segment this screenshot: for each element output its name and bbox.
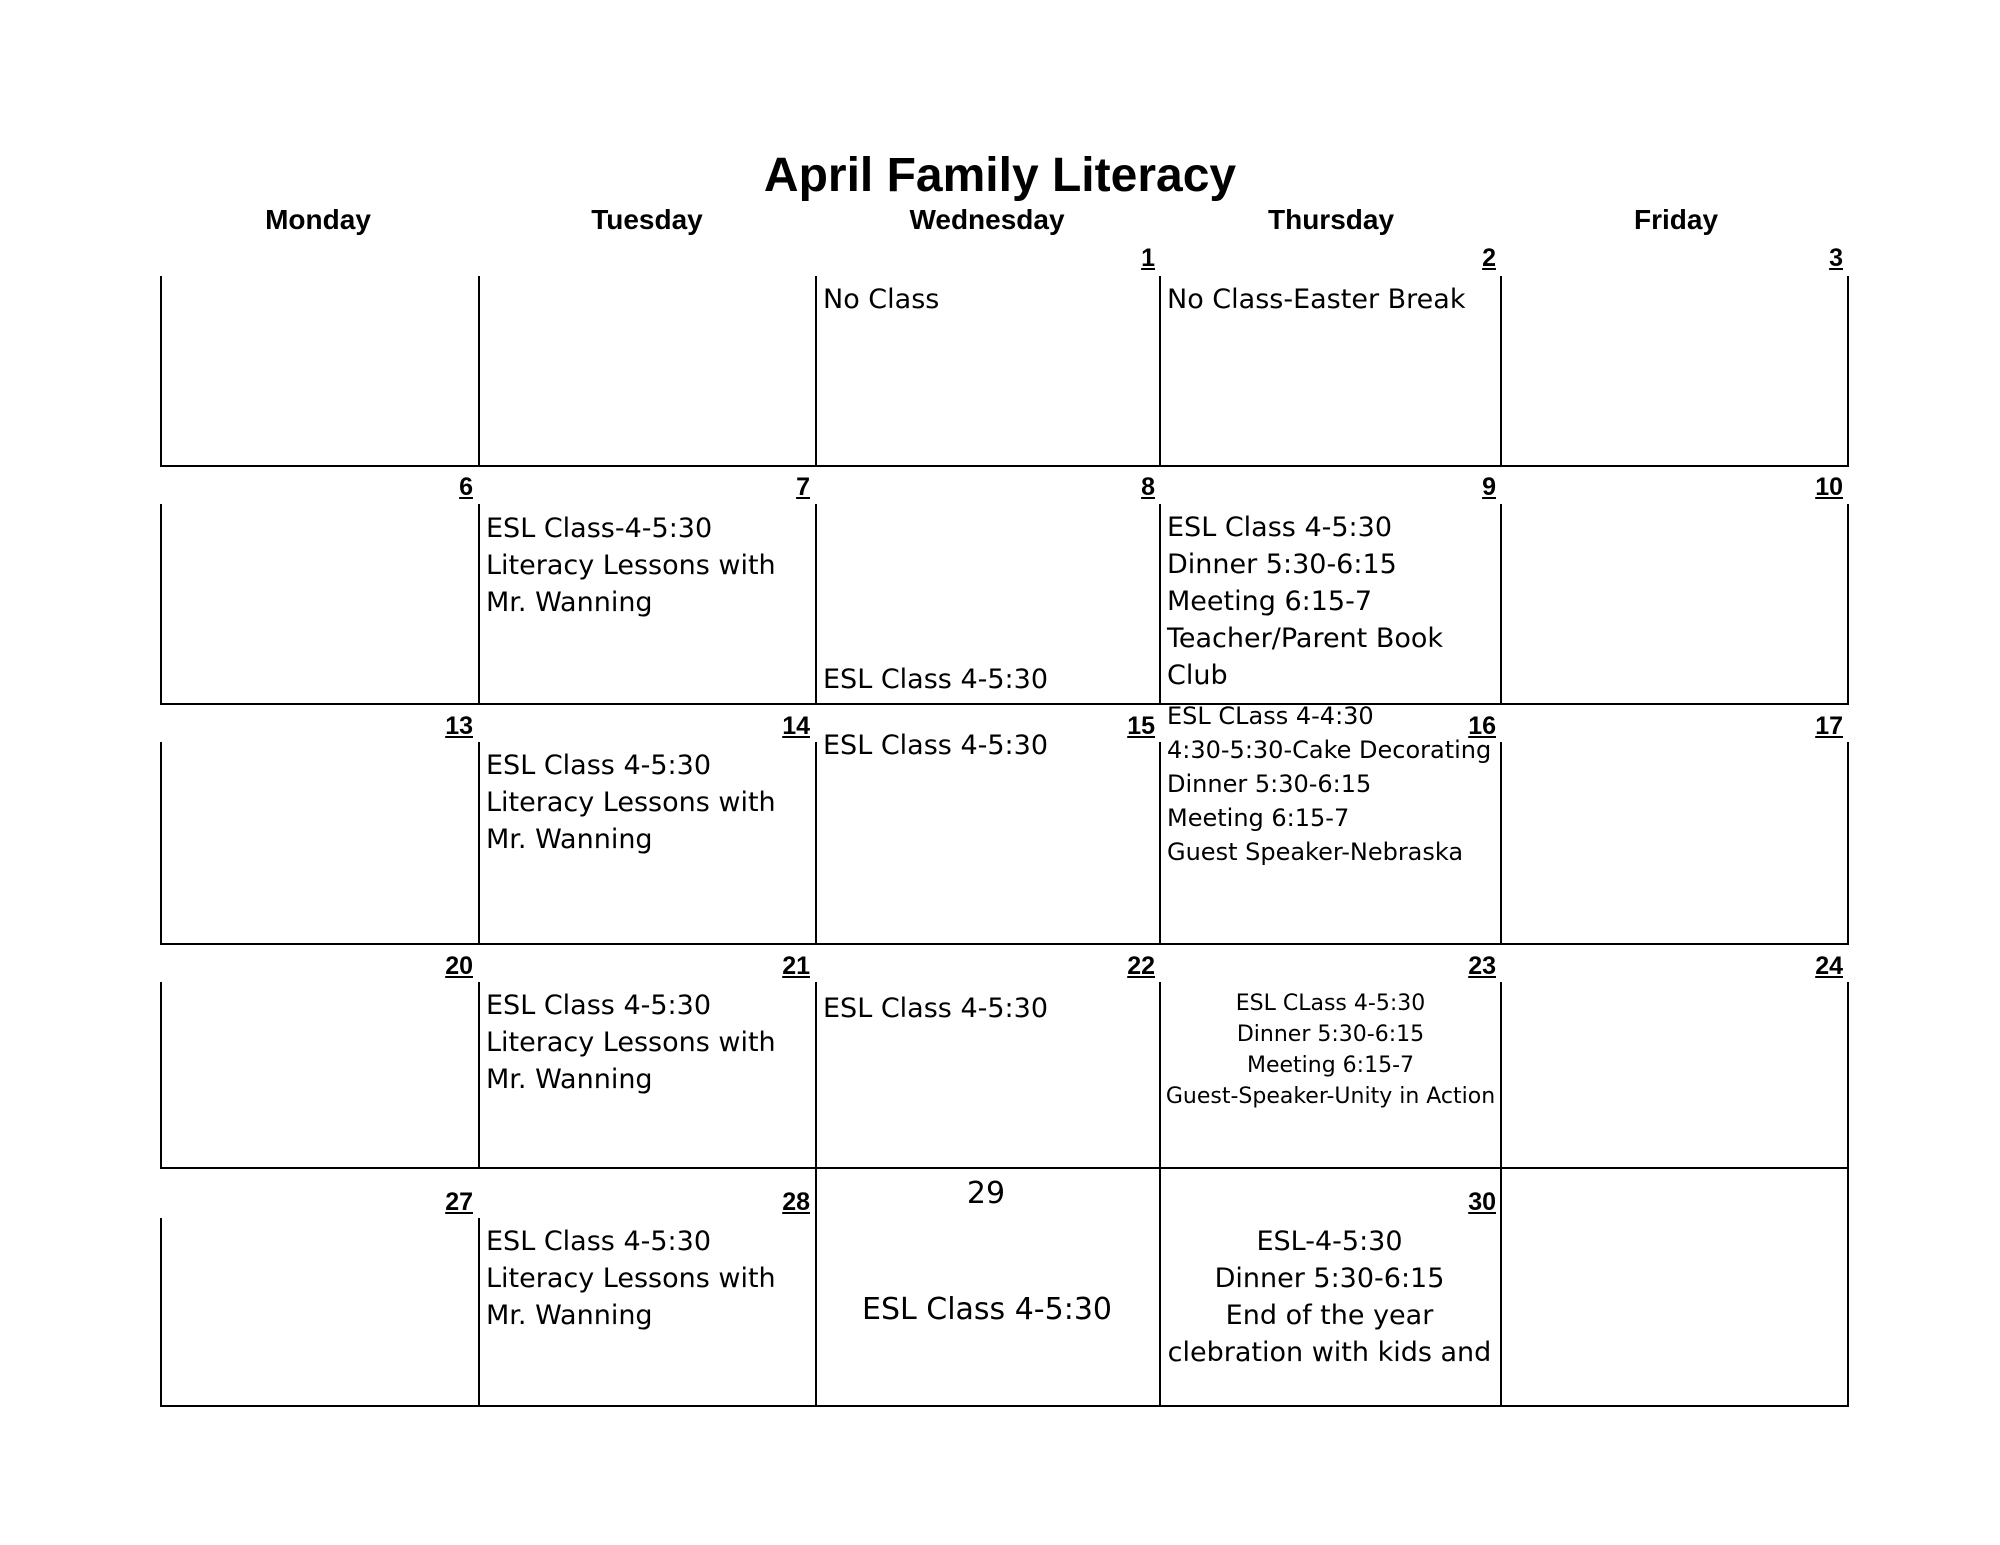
date-1: 1	[1141, 244, 1155, 272]
grid-line	[815, 276, 817, 466]
grid-line	[160, 465, 1849, 467]
grid-line	[1847, 504, 1849, 704]
entry-apr-9: ESL Class 4-5:30 Dinner 5:30-6:15 Meeting 6:15-7 Teacher/Parent Book Club	[1167, 512, 1444, 691]
date-24: 24	[1815, 952, 1843, 980]
grid-line	[160, 504, 162, 704]
day-header-tuesday: Tuesday	[591, 204, 703, 235]
entry-apr-22: ESL Class 4-5:30	[823, 993, 1048, 1024]
date-3: 3	[1829, 244, 1843, 272]
grid-line	[160, 703, 1849, 705]
grid-line	[160, 276, 162, 466]
date-27: 27	[445, 1188, 473, 1216]
date-20: 20	[445, 952, 473, 980]
date-8: 8	[1141, 473, 1155, 501]
date-17: 17	[1815, 712, 1843, 740]
grid-line	[815, 982, 817, 1168]
date-14: 14	[782, 712, 810, 740]
date-10: 10	[1815, 473, 1843, 501]
day-header-friday: Friday	[1633, 204, 1719, 235]
grid-line	[1159, 982, 1161, 1168]
grid-line	[1847, 982, 1849, 1168]
grid-line	[160, 943, 1849, 945]
grid-line	[478, 742, 480, 944]
date-9: 9	[1482, 473, 1496, 501]
entry-apr-2: No Class-Easter Break	[1167, 284, 1466, 315]
entry-apr-30: ESL-4-5:30 Dinner 5:30-6:15 End of the year clebration with kids and	[1167, 1226, 1492, 1368]
day-header-wednesday: Wednesday	[909, 204, 1065, 235]
date-23: 23	[1468, 952, 1496, 980]
date-21: 21	[782, 952, 810, 980]
grid-line	[478, 1218, 480, 1406]
day-header-thursday: Thursday	[1267, 204, 1395, 235]
grid-line	[1500, 1167, 1502, 1406]
grid-line	[815, 504, 817, 704]
page-title: April Family Literacy	[763, 149, 1237, 202]
grid-line	[1500, 982, 1502, 1168]
grid-line	[1159, 276, 1161, 466]
grid-line	[1500, 742, 1502, 944]
entry-apr-28: ESL Class 4-5:30 Literacy Lessons with Mr. Wanning	[486, 1226, 776, 1331]
date-7: 7	[796, 473, 810, 501]
grid-line	[1847, 1167, 1849, 1406]
grid-line	[815, 1167, 817, 1406]
date-30: 30	[1468, 1188, 1496, 1216]
date-16: 16	[1468, 712, 1496, 740]
entry-apr-21: ESL Class 4-5:30 Literacy Lessons with Mr. Wanning	[486, 990, 776, 1095]
grid-line	[1500, 276, 1502, 466]
entry-apr-1: No Class	[823, 284, 940, 315]
grid-line	[478, 504, 480, 704]
date-29: 29	[966, 1176, 1006, 1211]
date-15: 15	[1127, 712, 1155, 740]
date-22: 22	[1127, 952, 1155, 980]
grid-line	[1159, 504, 1161, 704]
grid-line	[160, 982, 162, 1168]
entry-apr-14: ESL Class 4-5:30 Literacy Lessons with Mr. Wanning	[486, 750, 776, 855]
date-13: 13	[445, 712, 473, 740]
day-header-monday: Monday	[265, 204, 371, 235]
date-2: 2	[1482, 244, 1496, 272]
date-6: 6	[459, 473, 473, 501]
grid-line	[1847, 276, 1849, 466]
entry-apr-15: ESL Class 4-5:30	[823, 730, 1048, 761]
grid-line	[160, 1167, 1849, 1169]
grid-line	[478, 982, 480, 1168]
grid-line	[815, 742, 817, 944]
grid-line	[1159, 742, 1161, 944]
grid-line	[160, 742, 162, 944]
date-28: 28	[782, 1188, 810, 1216]
grid-line	[160, 1405, 1849, 1407]
grid-line	[160, 1218, 162, 1406]
grid-line	[1500, 504, 1502, 704]
entry-apr-7: ESL Class-4-5:30 Literacy Lessons with Mr. Wanning	[486, 513, 776, 618]
grid-line	[1847, 742, 1849, 944]
entry-apr-8: ESL Class 4-5:30	[823, 664, 1048, 695]
entry-apr-16: ESL CLass 4-4:30 4:30-5:30-Cake Decorating Dinner 5:30-6:15 Meeting 6:15-7 Guest Speaker-Nebraska	[1167, 702, 1492, 866]
grid-line	[478, 276, 480, 466]
entry-apr-23: ESL CLass 4-5:30 Dinner 5:30-6:15 Meeting 6:15-7 Guest-Speaker-Unity in Action	[1165, 991, 1496, 1109]
entry-apr-29: ESL Class 4-5:30	[862, 1292, 1112, 1327]
